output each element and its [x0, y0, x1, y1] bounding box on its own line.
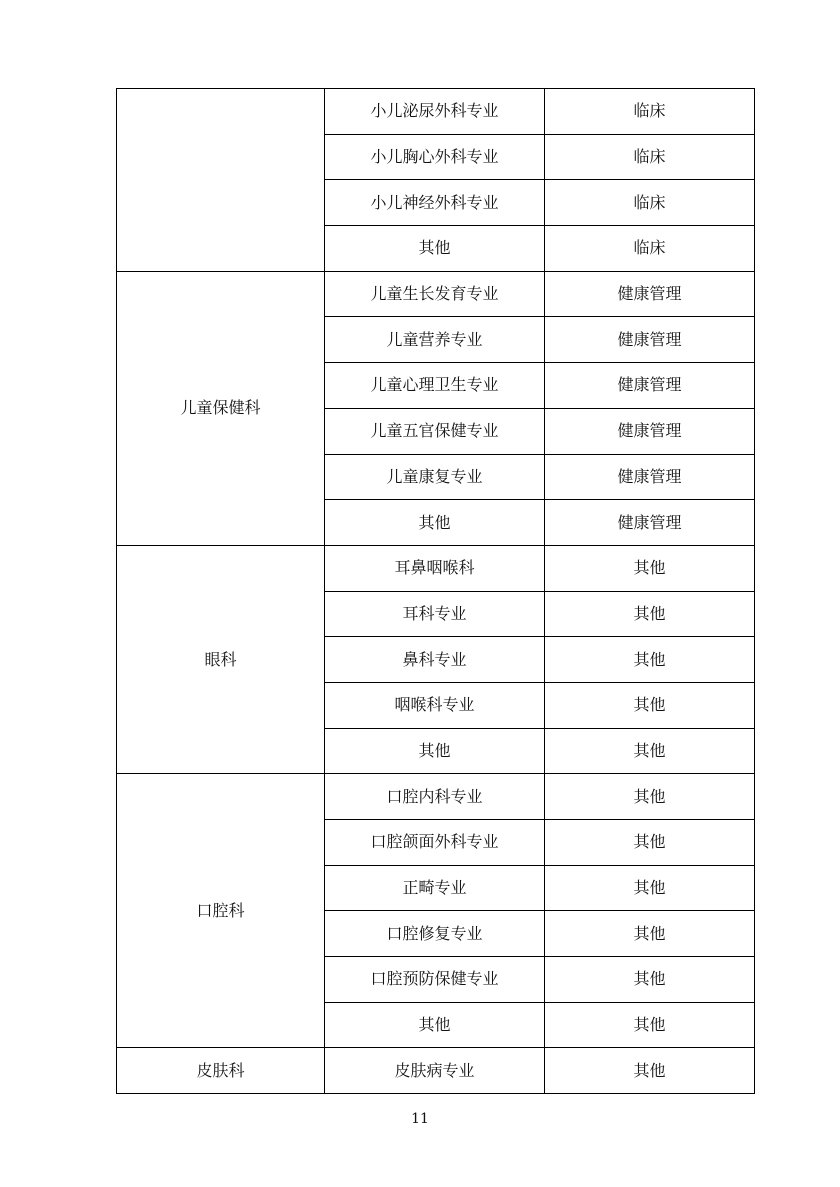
category-cell: 健康管理 [545, 271, 755, 317]
category-cell: 其他 [545, 774, 755, 820]
specialty-cell: 儿童心理卫生专业 [325, 363, 545, 409]
table-row [117, 89, 755, 135]
category-cell: 健康管理 [545, 454, 755, 500]
specialty-cell: 其他 [325, 500, 545, 546]
category-cell: 其他 [545, 728, 755, 774]
category-cell: 其他 [545, 1048, 755, 1094]
specialty-cell: 其他 [325, 226, 545, 272]
department-table [116, 88, 755, 1094]
category-cell: 临床 [545, 226, 755, 272]
specialty-cell: 儿童康复专业 [325, 454, 545, 500]
specialty-cell: 小儿胸心外科专业 [325, 134, 545, 180]
specialty-cell: 小儿泌尿外科专业 [325, 89, 545, 135]
specialty-cell: 其他 [325, 1002, 545, 1048]
specialty-cell: 其他 [325, 728, 545, 774]
page-number: 11 [411, 1111, 429, 1127]
category-cell: 其他 [545, 911, 755, 957]
category-cell: 其他 [545, 682, 755, 728]
specialty-cell: 耳科专业 [325, 591, 545, 637]
specialty-cell: 耳鼻咽喉科 [325, 545, 545, 591]
table-row [117, 271, 755, 317]
category-cell: 临床 [545, 180, 755, 226]
specialty-cell: 口腔颌面外科专业 [325, 820, 545, 866]
department-cell: 口腔科 [117, 774, 325, 1048]
department-cell: 皮肤科 [117, 1048, 325, 1094]
category-cell: 其他 [545, 957, 755, 1003]
department-table-body [117, 89, 755, 1094]
specialty-cell: 皮肤病专业 [325, 1048, 545, 1094]
category-cell: 其他 [545, 1002, 755, 1048]
specialty-cell: 口腔内科专业 [325, 774, 545, 820]
category-cell: 健康管理 [545, 500, 755, 546]
category-cell: 其他 [545, 591, 755, 637]
specialty-cell: 正畸专业 [325, 865, 545, 911]
table-row [117, 545, 755, 591]
specialty-cell: 儿童生长发育专业 [325, 271, 545, 317]
specialty-cell: 咽喉科专业 [325, 682, 545, 728]
department-cell: 儿童保健科 [117, 271, 325, 545]
category-cell: 其他 [545, 820, 755, 866]
category-cell: 临床 [545, 89, 755, 135]
category-cell: 健康管理 [545, 317, 755, 363]
category-cell: 其他 [545, 865, 755, 911]
table-row [117, 774, 755, 820]
specialty-cell: 口腔预防保健专业 [325, 957, 545, 1003]
specialty-cell: 儿童五官保健专业 [325, 408, 545, 454]
specialty-cell: 儿童营养专业 [325, 317, 545, 363]
category-cell: 其他 [545, 545, 755, 591]
specialty-cell: 口腔修复专业 [325, 911, 545, 957]
specialty-cell: 鼻科专业 [325, 637, 545, 683]
department-cell [117, 89, 325, 272]
category-cell: 健康管理 [545, 408, 755, 454]
category-cell: 临床 [545, 134, 755, 180]
specialty-cell: 小儿神经外科专业 [325, 180, 545, 226]
table-row [117, 1048, 755, 1094]
department-cell: 眼科 [117, 545, 325, 773]
category-cell: 其他 [545, 637, 755, 683]
category-cell: 健康管理 [545, 363, 755, 409]
